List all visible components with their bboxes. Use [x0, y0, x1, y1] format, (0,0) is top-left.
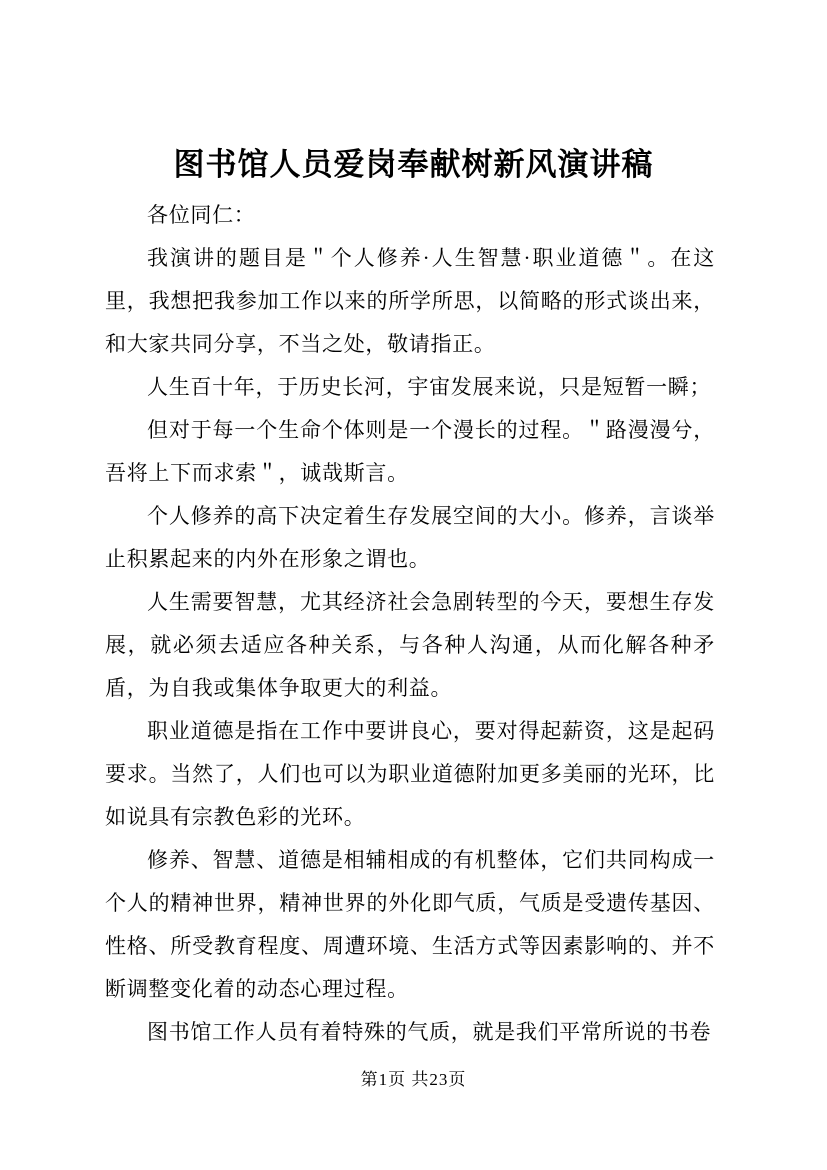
document-title: 图书馆人员爱岗奉献树新风演讲稿 [173, 147, 654, 182]
page-number-label: 第1页 共23页 [360, 1070, 467, 1089]
document-body [105, 194, 715, 1054]
paragraph: 我演讲的题目是＂个人修养·人生智慧·职业道德＂。在这里，我想把我参加工作以来的所学所思，以简略的形式谈出来，和大家共同分享，不当之处，敬请指正。 [105, 246, 715, 356]
paragraph: 人生需要智慧，尤其经济社会急剧转型的今天，要想生存发展，就必须去适应各种关系，与各种人沟通，从而化解各种矛盾，为自我或集体争取更大的利益。 [105, 590, 715, 700]
paragraph: 职业道德是指在工作中要讲良心，要对得起薪资，这是起码要求。当然了，人们也可以为职业道德附加更多美丽的光环，比如说具有宗教色彩的光环。 [105, 719, 715, 829]
page-footer [0, 1068, 827, 1092]
paragraph: 但对于每一个生命个体则是一个漫长的过程。＂路漫漫兮，吾将上下而求索＂，诚哉斯言。 [105, 418, 715, 485]
paragraph: 个人修养的高下决定着生存发展空间的大小。修养，言谈举止积累起来的内外在形象之谓也。 [105, 504, 715, 571]
paragraph: 人生百十年，于历史长河，宇宙发展来说，只是短暂一瞬； [147, 375, 712, 399]
paragraph-salutation: 各位同仁： [147, 203, 256, 227]
paragraph: 图书馆工作人员有着特殊的气质，就是我们平常所说的书卷 [147, 1020, 712, 1044]
paragraph: 修养、智慧、道德是相辅相成的有机整体，它们共同构成一个人的精神世界，精神世界的外化即气质，气质是受遗传基因、性格、所受教育程度、周遭环境、生活方式等因素影响的、并不断调整变化着的动态心理过程。 [105, 848, 715, 1001]
